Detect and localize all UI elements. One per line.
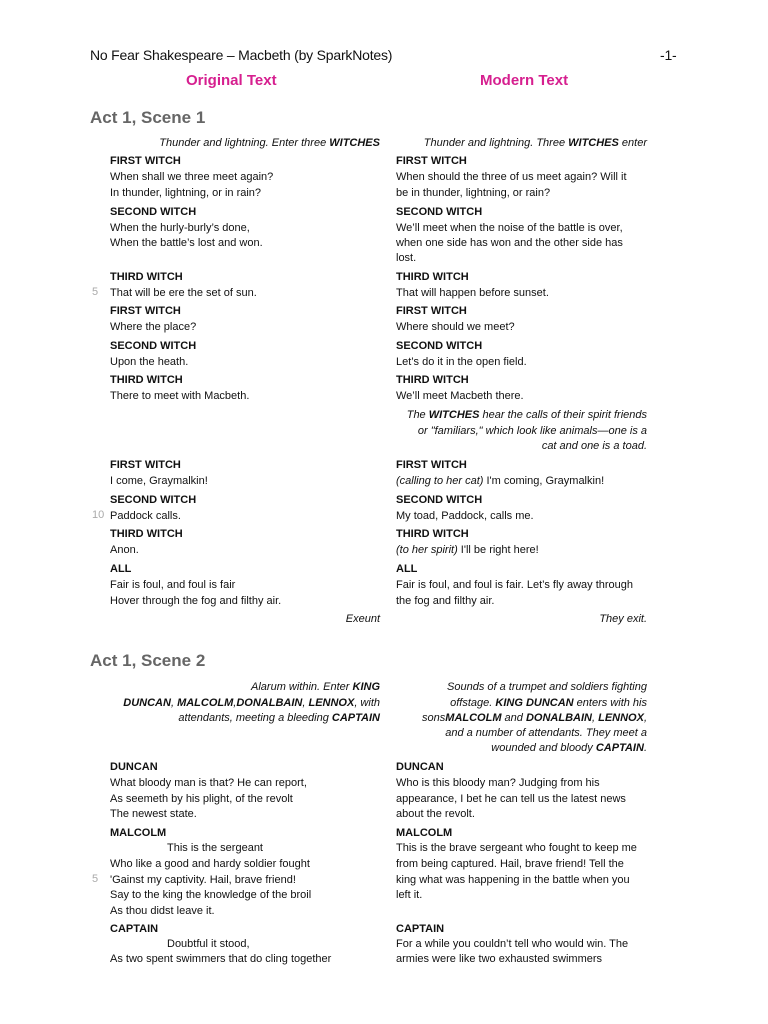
speaker-name: MALCOLM	[396, 827, 453, 839]
modern-line: (calling to her cat) I'm coming, Graymalkin!	[396, 475, 605, 487]
stage-direction: or "familiars," which look like animals—one is a	[417, 425, 647, 437]
speaker-name: FIRST WITCH	[110, 459, 181, 471]
scene-1-title: Act 1, Scene 1	[90, 108, 206, 127]
modern-line: from being captured. Hail, brave friend! Tell the	[396, 858, 624, 870]
speaker-name: SECOND WITCH	[396, 494, 483, 506]
modern-line: Where should we meet?	[396, 321, 515, 333]
line-number: 5	[92, 286, 99, 298]
play-line: When the hurly-burly’s done,	[110, 222, 250, 234]
modern-line: When should the three of us meet again? Will it	[396, 171, 627, 183]
stage-direction: and a number of attendants. They meet a	[445, 727, 647, 739]
play-line: Doubtful it stood,	[167, 938, 250, 950]
stage-direction: Thunder and lightning. Enter three WITCHES	[159, 137, 380, 149]
modern-line: My toad, Paddock, calls me.	[396, 510, 534, 522]
speaker-name: CAPTAIN	[396, 923, 445, 935]
line-number: 10	[92, 509, 105, 521]
modern-line: This is the brave sergeant who fought to keep me	[396, 842, 637, 854]
play-line: Anon.	[110, 544, 139, 556]
exit-direction: Exeunt	[345, 613, 380, 625]
speaker-name: FIRST WITCH	[110, 305, 181, 317]
speaker-name: SECOND WITCH	[110, 206, 197, 218]
modern-line: That will happen before sunset.	[396, 287, 549, 299]
stage-direction: wounded and bloody CAPTAIN.	[491, 742, 647, 754]
speaker-name: ALL	[110, 563, 132, 575]
play-line: Where the place?	[110, 321, 197, 333]
modern-line: Fair is foul, and foul is fair. Let’s fly away through	[396, 579, 634, 591]
play-line: In thunder, lightning, or in rain?	[110, 187, 262, 199]
speaker-name: FIRST WITCH	[396, 305, 467, 317]
play-line: I come, Graymalkin!	[110, 475, 208, 487]
stage-direction: Sounds of a trumpet and soldiers fighting	[447, 681, 647, 693]
modern-line: king what was happening in the battle when you	[396, 874, 630, 886]
page-number: -1-	[660, 47, 677, 63]
stage-direction: Thunder and lightning. Three WITCHES enter	[423, 137, 647, 149]
play-line: Who like a good and hardy soldier fought	[110, 858, 310, 870]
modern-line: lost.	[396, 252, 417, 264]
exit-direction: They exit.	[599, 613, 647, 625]
stage-direction: sonsMALCOLM and DONALBAIN, LENNOX,	[422, 712, 647, 724]
play-line: Upon the heath.	[110, 356, 189, 368]
speaker-name: SECOND WITCH	[396, 206, 483, 218]
modern-line: be in thunder, lightning, or rain?	[396, 187, 551, 199]
play-line: That will be ere the set of sun.	[110, 287, 257, 299]
modern-line: Who is this bloody man? Judging from his	[396, 777, 600, 789]
modern-line: appearance, I bet he can tell us the latest news	[396, 793, 626, 805]
play-line: 'Gainst my captivity. Hail, brave friend!	[110, 874, 296, 886]
speaker-name: THIRD WITCH	[110, 374, 183, 386]
play-line: The newest state.	[110, 808, 197, 820]
play-line: Paddock calls.	[110, 510, 181, 522]
modern-line: left it.	[396, 889, 423, 901]
speaker-name: THIRD WITCH	[110, 271, 183, 283]
play-line: Fair is foul, and foul is fair	[110, 579, 236, 591]
stage-direction: Alarum within. Enter KING	[251, 681, 380, 693]
original-text-heading: Original Text	[186, 72, 277, 89]
play-line: This is the sergeant	[167, 842, 263, 854]
stage-direction: cat and one is a toad.	[541, 440, 647, 452]
play-line: Hover through the fog and filthy air.	[110, 595, 282, 607]
speaker-name: DUNCAN	[396, 761, 444, 773]
play-line: As seemeth by his plight, of the revolt	[110, 793, 293, 805]
modern-line: We’ll meet when the noise of the battle is over,	[396, 222, 623, 234]
speaker-name: DUNCAN	[110, 761, 158, 773]
stage-direction: DUNCAN, MALCOLM,DONALBAIN, LENNOX, with	[123, 697, 380, 709]
modern-line: We’ll meet Macbeth there.	[396, 390, 524, 402]
speaker-name: FIRST WITCH	[396, 155, 467, 167]
speaker-name: THIRD WITCH	[396, 374, 469, 386]
stage-direction: offstage. KING DUNCAN enters with his	[450, 697, 647, 709]
speaker-name: FIRST WITCH	[110, 155, 181, 167]
document-title: No Fear Shakespeare – Macbeth (by SparkNotes)	[90, 47, 393, 63]
modern-line: armies were like two exhausted swimmers	[396, 953, 603, 965]
speaker-name: SECOND WITCH	[110, 340, 197, 352]
speaker-name: SECOND WITCH	[110, 494, 197, 506]
speaker-name: MALCOLM	[110, 827, 167, 839]
modern-line: about the revolt.	[396, 808, 475, 820]
line-number: 5	[92, 873, 99, 885]
modern-line: (to her spirit) I'll be right here!	[396, 544, 539, 556]
scene-2-title: Act 1, Scene 2	[90, 651, 206, 670]
speaker-name: SECOND WITCH	[396, 340, 483, 352]
modern-line: when one side has won and the other side has	[396, 237, 623, 249]
play-line: When the battle’s lost and won.	[110, 237, 263, 249]
speaker-name: THIRD WITCH	[396, 271, 469, 283]
speaker-name: ALL	[396, 563, 418, 575]
play-line: As two spent swimmers that do cling together	[110, 953, 332, 965]
play-line: When shall we three meet again?	[110, 171, 274, 183]
speaker-name: CAPTAIN	[110, 923, 159, 935]
play-line: There to meet with Macbeth.	[110, 390, 250, 402]
modern-line: the fog and filthy air.	[396, 595, 495, 607]
speaker-name: THIRD WITCH	[396, 528, 469, 540]
speaker-name: FIRST WITCH	[396, 459, 467, 471]
modern-line: For a while you couldn’t tell who would win. The	[396, 938, 629, 950]
play-line: Say to the king the knowledge of the broil	[110, 889, 312, 901]
play-line: As thou didst leave it.	[110, 905, 215, 917]
speaker-name: THIRD WITCH	[110, 528, 183, 540]
modern-text-heading: Modern Text	[480, 72, 569, 89]
stage-direction: The WITCHES hear the calls of their spirit friends	[406, 409, 647, 421]
stage-direction: attendants, meeting a bleeding CAPTAIN	[178, 712, 380, 724]
modern-line: Let’s do it in the open field.	[396, 356, 527, 368]
play-line: What bloody man is that? He can report,	[110, 777, 307, 789]
